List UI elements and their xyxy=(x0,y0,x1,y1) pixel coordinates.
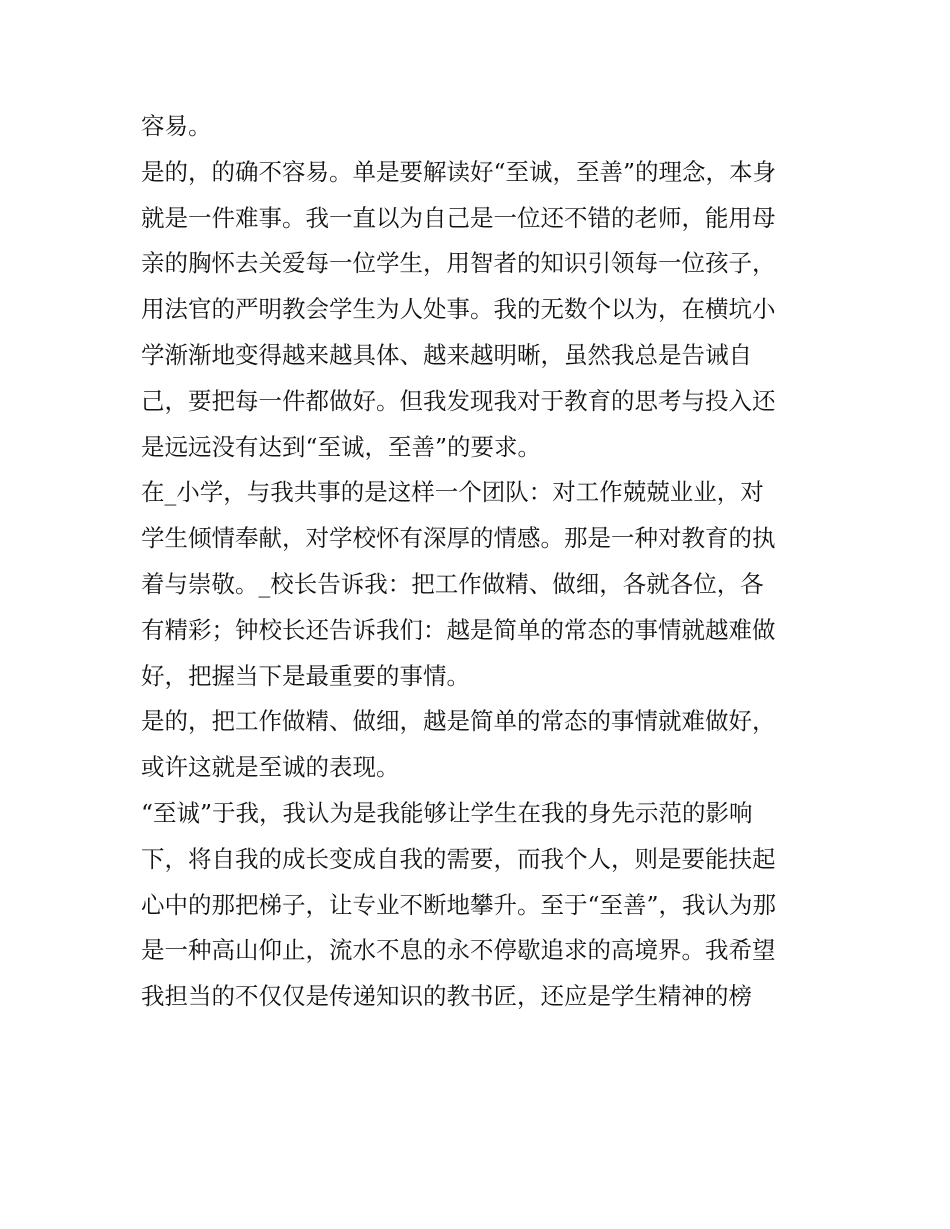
text-line: 是一种高山仰止，流水不息的永不停歇追求的高境界。我希望 xyxy=(141,936,776,965)
text-line: “至诚”于我，我认为是我能够让学生在我的身先示范的影响 xyxy=(141,798,753,827)
text-line: 己，要把每一件都做好。但我发现我对于教育的思考与投入还 xyxy=(141,386,776,415)
text-line: 容易。 xyxy=(141,112,212,140)
text-line: 在_小学，与我共事的是这样一个团队：对工作兢兢业业，对 xyxy=(141,478,764,507)
text-line: 学渐渐地变得越来越具体、越来越明晰，虽然我总是告诫自 xyxy=(141,340,752,369)
text-line: 有精彩；钟校长还告诉我们：越是简单的常态的事情就越难做 xyxy=(141,615,776,644)
text-line: 就是一件难事。我一直以为自己是一位还不错的老师，能用母 xyxy=(141,203,776,232)
text-line: 着与崇敬。_校长告诉我：把工作做精、做细，各就各位，各 xyxy=(141,569,764,598)
text-line: 心中的那把梯子，让专业不断地攀升。至于“至善”，我认为那 xyxy=(141,890,777,919)
text-line: 是远远没有达到“至诚，至善”的要求。 xyxy=(141,432,542,461)
text-line: 是的，的确不容易。单是要解读好“至诚，至善”的理念，本身 xyxy=(141,157,777,186)
text-line: 我担当的不仅仅是传递知识的教书匠，还应是学生精神的榜 xyxy=(141,982,752,1011)
text-line: 或许这就是至诚的表现。 xyxy=(141,753,400,782)
text-line: 学生倾情奉献，对学校怀有深厚的情感。那是一种对教育的执 xyxy=(141,524,776,553)
text-line: 是的，把工作做精、做细，越是简单的常态的事情就难做好， xyxy=(141,707,776,736)
text-line: 下，将自我的成长变成自我的需要，而我个人，则是要能扶起 xyxy=(141,844,776,873)
text-line: 好，把握当下是最重要的事情。 xyxy=(141,661,470,690)
text-line: 用法官的严明教会学生为人处事。我的无数个以为，在横坑小 xyxy=(141,295,776,324)
body-text xyxy=(141,104,821,1020)
text-line: 亲的胸怀去关爱每一位学生，用智者的知识引领每一位孩子， xyxy=(141,249,776,278)
